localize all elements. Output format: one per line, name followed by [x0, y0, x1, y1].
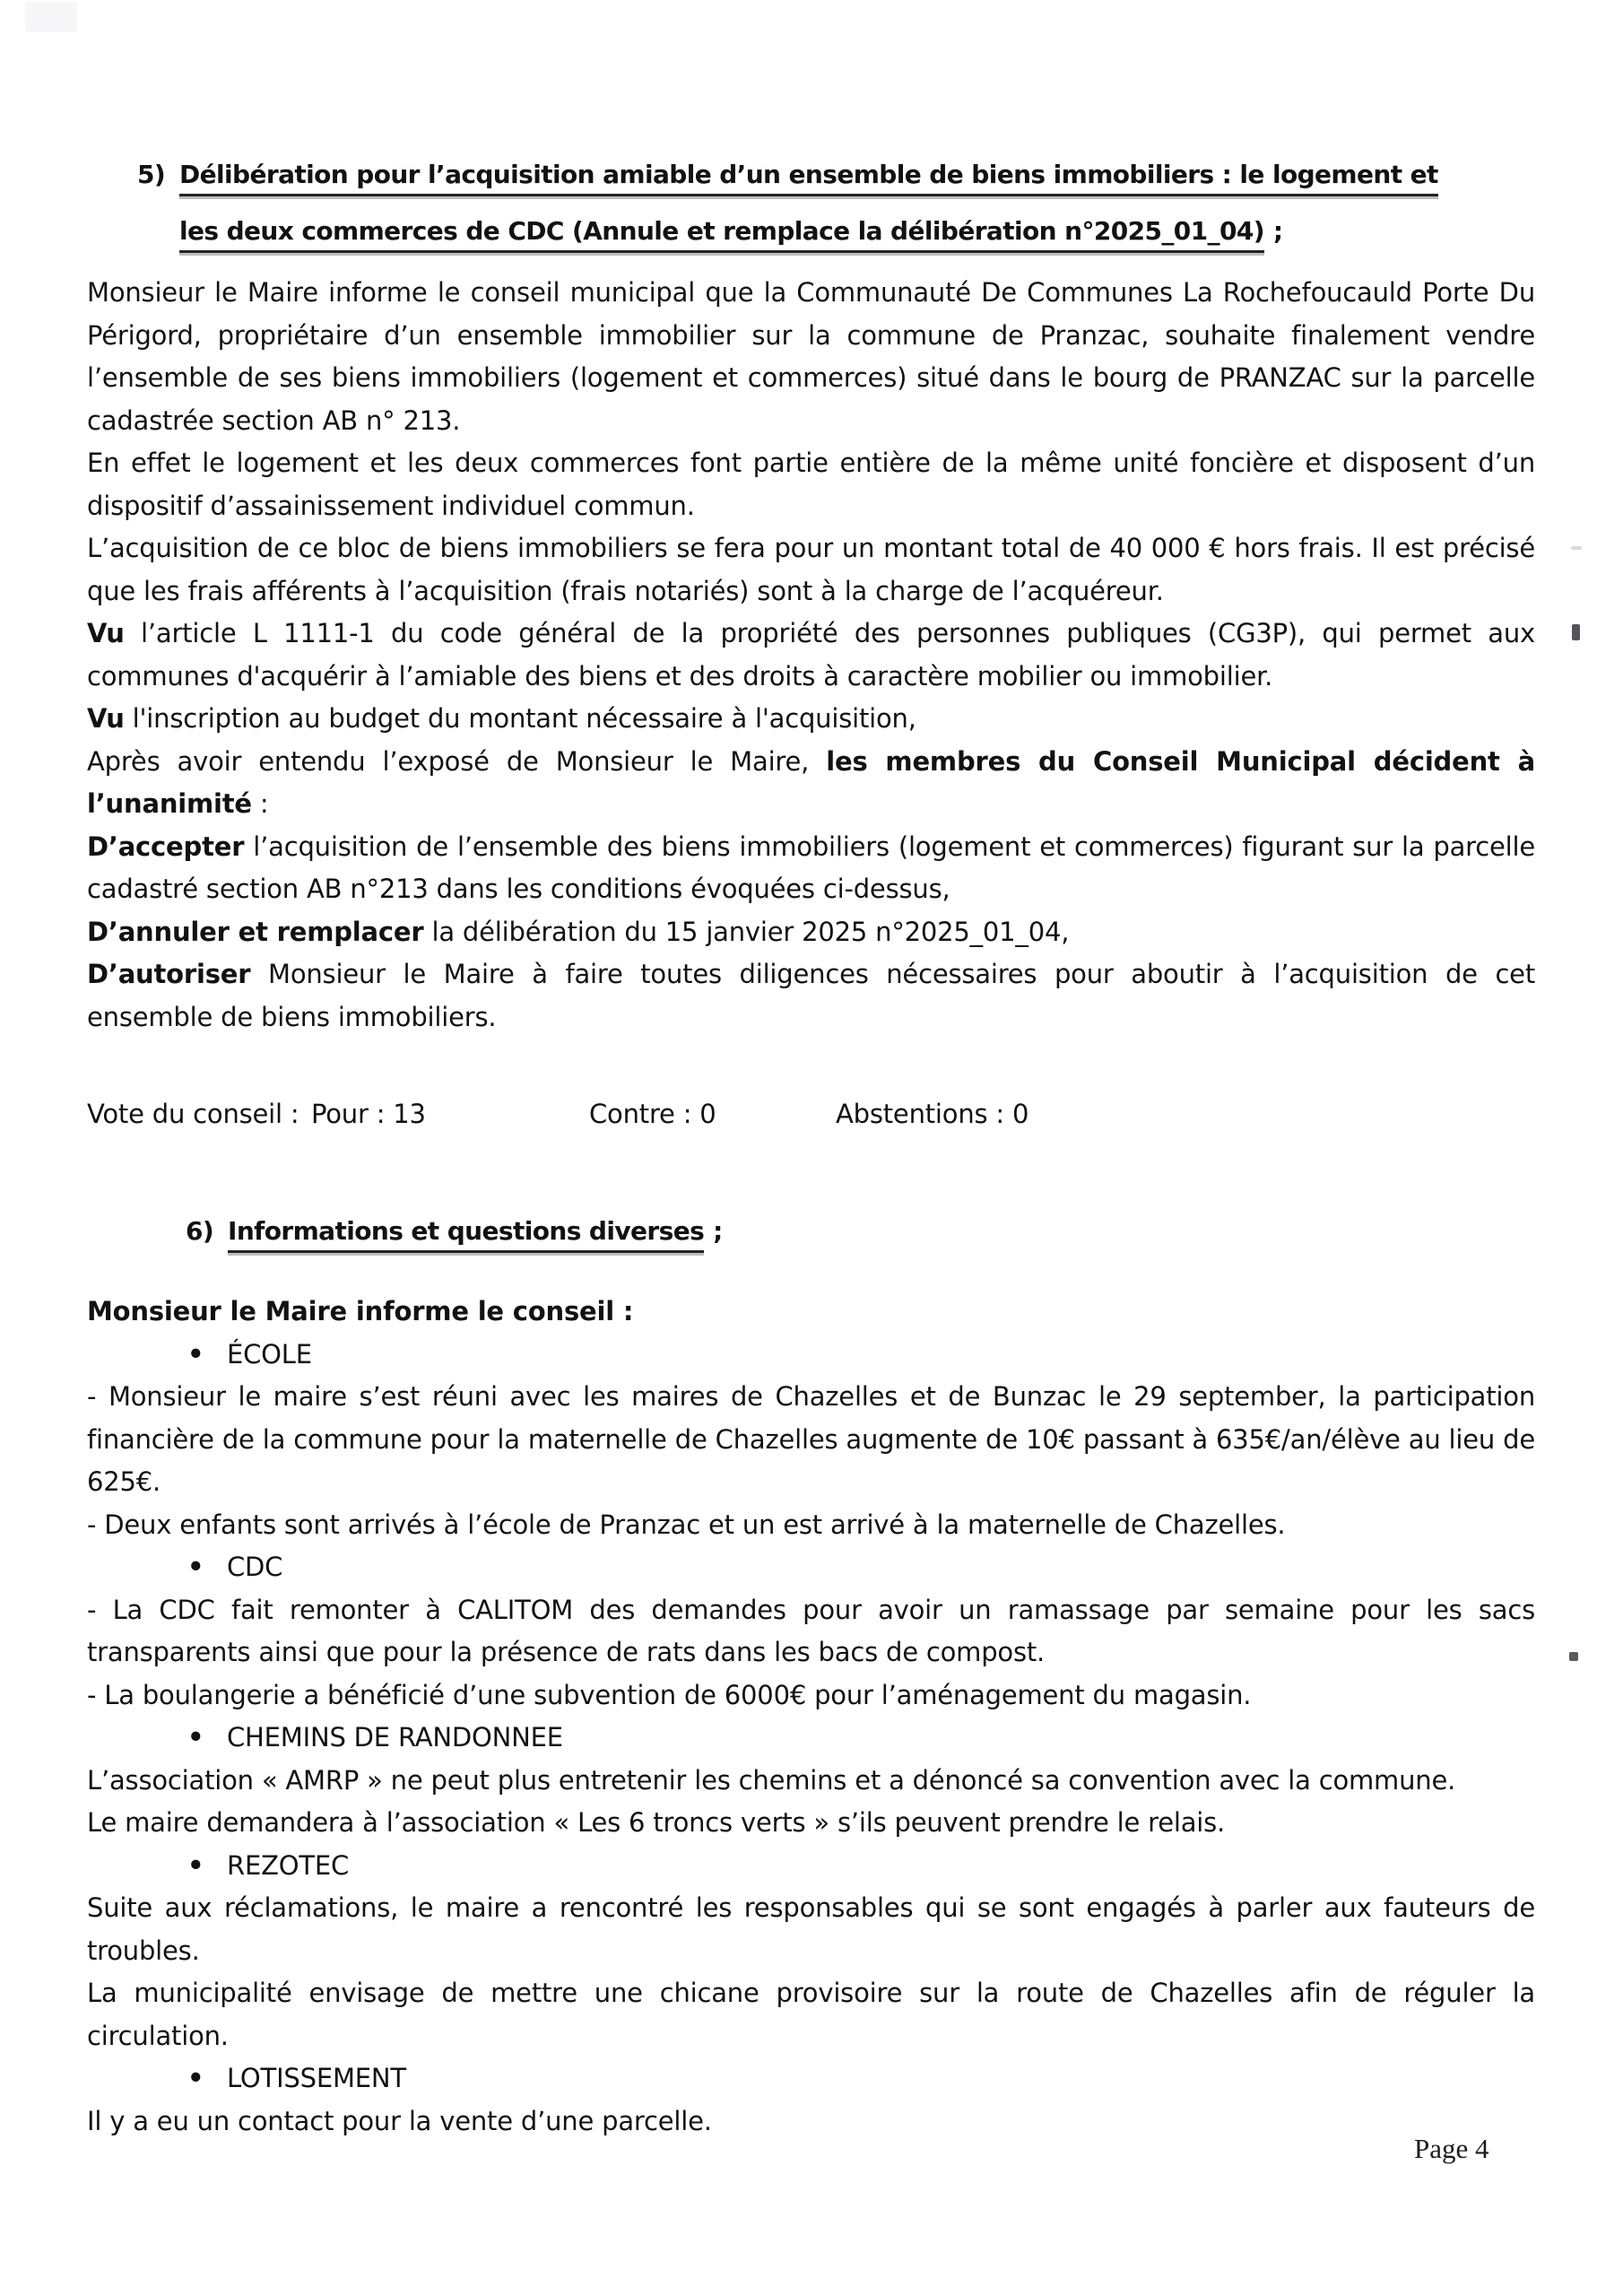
bullet-label: CDC — [227, 1552, 283, 1582]
vote-label: Vote du conseil : — [87, 1099, 299, 1129]
section-5-heading — [137, 146, 1572, 259]
paragraph: L’association « AMRP » ne peut plus entretenir les chemins et a dénoncé sa convention avec la commune. — [87, 1764, 1456, 1796]
text-segment: L’acquisition de ce bloc de biens immobiliers se fera pour un montant total de 40 000 € hors frais. Il est précisé que les frais afférents à l’acquisition (frais notariés) sont à la charge de l’acquéreur. — [87, 533, 1535, 606]
section-5-title-line-1: Délibération pour l’acquisition amiable d’un ensemble de biens immobiliers : le logement et — [179, 160, 1438, 196]
section-5-heading-line-2 — [137, 203, 1572, 259]
bullet-icon: • — [187, 2063, 204, 2093]
section-5-number: 5) — [137, 160, 166, 189]
vote-pour: Pour : 13 — [311, 1099, 426, 1129]
text-segment: En effet le logement et les deux commerces font partie entière de la même unité foncière et disposent d’un dispositif d’assainissement individuel commun. — [87, 448, 1535, 521]
bullet-label: ÉCOLE — [227, 1338, 312, 1370]
bold-text-segment: Vu — [87, 618, 125, 648]
page-number: Page 4 — [1414, 2133, 1489, 2164]
paragraph — [87, 911, 1535, 954]
text-segment: la délibération du 15 janvier 2025 n°2025_01_04, — [423, 916, 1070, 947]
scan-artifact — [1571, 546, 1582, 550]
vote-row — [87, 1099, 1387, 1129]
text-segment: l’acquisition de l’ensemble des biens immobiliers (logement et commerces) figurant sur la parcelle cadastré section AB n°213 dans les conditions évoquées ci-dessus, — [87, 831, 1535, 904]
scan-artifact — [1569, 1652, 1578, 1661]
paragraph — [87, 826, 1535, 911]
paragraph: Suite aux réclamations, le maire a rencontré les responsables qui se sont engagés à parler aux fauteurs de troubles. — [87, 1892, 1535, 1966]
paragraph — [87, 272, 1535, 442]
bold-text-segment: les membres du Conseil Municipal décident à l’unanimité — [87, 745, 1535, 819]
bold-text-segment: D’accepter — [87, 831, 245, 862]
section-6-title: Informations et questions diverses — [228, 1216, 704, 1253]
text-segment: Monsieur le Maire à faire toutes diligences nécessaires pour aboutir à l’acquisition de cet ensemble de biens immobiliers. — [87, 959, 1535, 1032]
bullet-item — [87, 1334, 1535, 1377]
bullet-icon: • — [187, 1722, 204, 1752]
paragraph: Il y a eu un contact pour la vente d’une parcelle. — [87, 2105, 712, 2136]
bullet-icon: • — [187, 1849, 204, 1881]
text-segment: Monsieur le Maire informe le conseil municipal que la Communauté De Communes La Rochefoucauld Porte Du Périgord, propriétaire d’un ensemble immobilier sur la commune de Pranzac, souhaite finalement vendre l’ensemble de ses biens immobiliers (logement et commerces) situé dans le bourg de PRANZAC sur la parcelle cadastrée section AB n° 213. — [87, 277, 1535, 436]
section-5-heading-line-1 — [137, 146, 1572, 203]
scan-artifact — [1572, 624, 1580, 640]
paragraph — [87, 953, 1535, 1039]
paragraph: Le maire demandera à l’association « Les 6 troncs verts » s’ils peuvent prendre le relais. — [87, 1807, 1226, 1838]
section-6-number: 6) — [186, 1216, 214, 1246]
paragraph — [87, 527, 1535, 613]
paragraph: - La CDC fait remonter à CALITOM des demandes pour avoir un ramassage par semaine pour les sacs transparents ainsi que pour la présence de rats dans les bacs de compost. — [87, 1594, 1535, 1667]
bold-text-segment: D’autoriser — [87, 959, 251, 989]
paragraph — [87, 698, 1535, 741]
vote-abstentions: Abstentions : 0 — [836, 1099, 1029, 1129]
section-5-title-suffix: ; — [1272, 216, 1283, 246]
bullet-item — [87, 1717, 1535, 1760]
paragraph: - La boulangerie a bénéficié d’une subvention de 6000€ pour l’aménagement du magasin. — [87, 1679, 1252, 1710]
paragraph: - Deux enfants sont arrivés à l’école de Pranzac et un est arrivé à la maternelle de Chazelles. — [87, 1509, 1286, 1540]
bold-text-segment: D’annuler et remplacer — [87, 916, 424, 947]
bullet-icon: • — [187, 1552, 204, 1582]
section-6-heading — [186, 1203, 723, 1259]
scan-artifact — [25, 2, 77, 32]
paragraph: - Monsieur le maire s’est réuni avec les maires de Chazelles et de Bunzac le 29 september, la participation financière de la commune pour la maternelle de Chazelles augmente de 10€ passant à 635€/an/élève au lieu de 625€. — [87, 1381, 1535, 1497]
bullet-label: REZOTEC — [227, 1849, 350, 1881]
section-6-intro: Monsieur le Maire informe le conseil : — [87, 1296, 634, 1326]
paragraph — [87, 613, 1535, 698]
paragraph — [87, 442, 1535, 527]
section-5-body — [87, 272, 1535, 1039]
text-segment: Après avoir entendu l’exposé de Monsieur le Maire, — [87, 745, 827, 777]
bold-text-segment: Vu — [87, 703, 125, 734]
bullet-label: CHEMINS DE RANDONNEE — [227, 1722, 563, 1752]
section-5-title-line-2: les deux commerces de CDC (Annule et remplace la délibération n°2025_01_04) — [179, 216, 1264, 253]
section-6-body — [87, 1291, 1535, 2143]
bullet-item — [87, 1546, 1535, 1589]
bullet-item — [87, 2057, 1535, 2100]
text-segment: l'inscription au budget du montant nécessaire à l'acquisition, — [124, 703, 916, 734]
text-segment: : — [251, 788, 269, 819]
bullet-item — [87, 1845, 1535, 1888]
paragraph — [87, 741, 1535, 826]
text-segment: l’article L 1111-1 du code général de la propriété des personnes publiques (CG3P), qui permet aux communes d'acquérir à l’amiable des biens et des droits à caractère mobilier ou immobilier. — [87, 618, 1535, 691]
section-6-items — [87, 1334, 1535, 2144]
vote-contre: Contre : 0 — [589, 1099, 716, 1129]
paragraph: La municipalité envisage de mettre une chicane provisoire sur la route de Chazelles afin de réguler la circulation. — [87, 1978, 1535, 2051]
bullet-label: LOTISSEMENT — [227, 2063, 406, 2093]
section-6-title-suffix: ; — [713, 1216, 723, 1246]
bullet-icon: • — [187, 1338, 204, 1370]
